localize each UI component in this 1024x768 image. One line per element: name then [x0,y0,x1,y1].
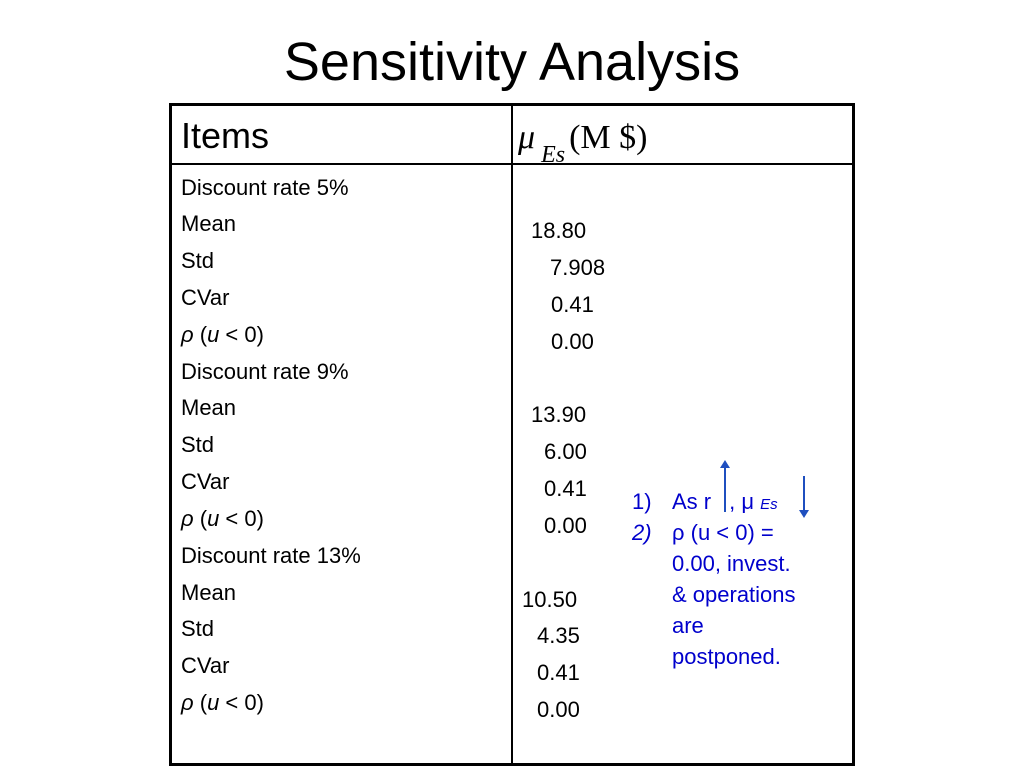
row-label: Discount rate 9% [181,359,349,384]
value-cell: 10.50 [522,587,578,612]
value-cell: 7.908 [550,255,606,280]
rho-symbol: ρ [181,322,194,347]
row-label: CVar [181,653,230,678]
note-subscript: Es [760,496,778,513]
row-label-rho: ρ (u < 0) [181,322,264,347]
u-symbol: u [207,690,220,715]
row-label: Mean [181,211,237,236]
note-text: ρ (u < 0) = [672,520,774,545]
note-number: 2) [632,520,652,545]
mu-subscript: Es [541,142,566,168]
value-cell: 0.41 [544,476,587,501]
down-arrow-icon [803,476,805,516]
row-label-rho: ρ (u < 0) [181,690,264,715]
note-text: postponed. [672,644,781,669]
row-label: CVar [181,469,230,494]
note-text: 0.00, invest. [672,551,791,576]
row-label: Discount rate 13% [181,543,361,568]
header-unit: (M $) [569,119,648,156]
row-label: Mean [181,580,237,605]
row-label: Mean [181,395,237,420]
rho-condition: < 0) [219,322,264,347]
row-label-rho: ρ (u < 0) [181,506,264,531]
value-cell: 0.00 [544,513,587,538]
value-cell: 4.35 [537,623,580,648]
note-text: & operations [672,582,796,607]
value-cell: 0.41 [537,660,580,685]
row-label: Std [181,248,215,273]
value-cell: 0.00 [537,697,580,722]
note-text: are [672,613,704,638]
header-divider [169,163,855,165]
header-mu-es [518,118,648,168]
header-items: Items [181,115,270,156]
slide-title: Sensitivity Analysis [283,32,741,92]
note-number: 1) [632,489,652,514]
row-label: CVar [181,285,230,310]
rho-symbol: ρ [181,690,194,715]
rho-symbol: ρ [181,506,194,531]
rho-condition: < 0) [219,506,264,531]
value-cell: 6.00 [544,439,587,464]
row-label: Std [181,432,215,457]
value-cell: 0.00 [551,329,594,354]
row-label: Std [181,616,215,641]
value-cell: 18.80 [531,218,587,243]
row-label: Discount rate 5% [181,175,349,200]
u-symbol: u [207,322,220,347]
value-cell: 13.90 [531,402,587,427]
rho-condition: < 0) [219,690,264,715]
column-divider [511,103,513,766]
value-cell: 0.41 [551,292,594,317]
u-symbol: u [207,506,220,531]
up-arrow-icon [724,462,726,512]
note-text: , μ [729,489,755,514]
note-text: As r [672,489,712,514]
mu-symbol: μ [518,119,536,156]
